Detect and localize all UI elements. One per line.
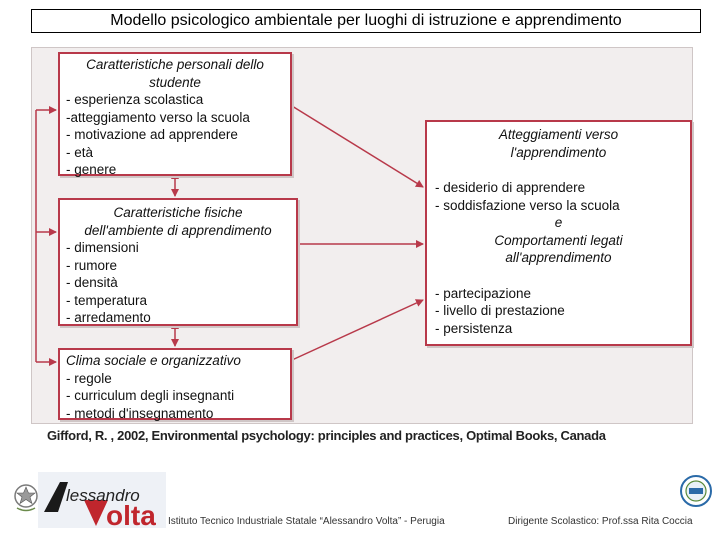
box-social-climate [58, 348, 292, 420]
list-item: - persistenza [435, 320, 513, 336]
list-item: -atteggiamento verso la scuola [66, 109, 250, 125]
slide-title: Modello psicologico ambientale per luoghi di istruzione e apprendimento [31, 9, 701, 33]
list-item: - dimensioni [66, 240, 139, 255]
outcomes-connector: e [554, 215, 563, 230]
list-item: - arredamento [66, 310, 151, 325]
box-physical-characteristics [58, 198, 298, 326]
list-item: - età [66, 144, 94, 160]
logo-text-2: olta [106, 500, 156, 528]
box-outcomes-heading2-2: all'apprendimento [505, 250, 612, 265]
list-item: - livello di prestazione [435, 303, 565, 318]
list-item: - metodi d'insegnamento [66, 405, 214, 421]
box-personal-characteristics [58, 52, 292, 176]
list-item: - curriculum degli insegnanti [66, 388, 235, 403]
box-personal-heading-1: Caratteristiche personali dello [86, 57, 264, 72]
box-social-heading: Clima sociale e organizzativo [66, 353, 241, 368]
box-learning-outcomes [425, 120, 692, 346]
box-outcomes-heading-2: l'apprendimento [510, 144, 607, 160]
list-item: - motivazione ad apprendere [66, 127, 238, 142]
box-outcomes-heading2-1: Comportamenti legati [494, 232, 623, 248]
list-item: - desiderio di apprendere [435, 180, 586, 195]
box-physical-heading-1: Caratteristiche fisiche [113, 205, 243, 220]
citation: Gifford, R. , 2002, Environmental psychology: principles and practices, Optimal Books, Canada [47, 428, 606, 443]
footer-principal: Dirigente Scolastico: Prof.ssa Rita Coccia [508, 516, 693, 527]
list-item: - regole [66, 370, 112, 386]
list-item: - rumore [66, 257, 118, 273]
school-logo [38, 472, 166, 528]
footer-school-name: Istituto Tecnico Industriale Statale “Alessandro Volta” - Perugia [168, 516, 445, 527]
list-item: - temperatura [66, 292, 148, 308]
list-item: - genere [66, 162, 117, 177]
list-item: - esperienza scolastica [66, 92, 204, 107]
box-physical-heading-2: dell'ambiente di apprendimento [84, 222, 272, 238]
quality-badge-icon [678, 474, 714, 508]
box-outcomes-heading-1: Atteggiamenti verso [498, 127, 619, 142]
box-personal-heading-2: studente [149, 74, 201, 90]
list-item: - densità [66, 275, 118, 290]
logo-text-1: lessandro [66, 486, 140, 505]
list-item: - partecipazione [435, 285, 532, 301]
list-item: - soddisfazione verso la scuola [435, 197, 620, 213]
italian-emblem-icon [12, 482, 40, 512]
